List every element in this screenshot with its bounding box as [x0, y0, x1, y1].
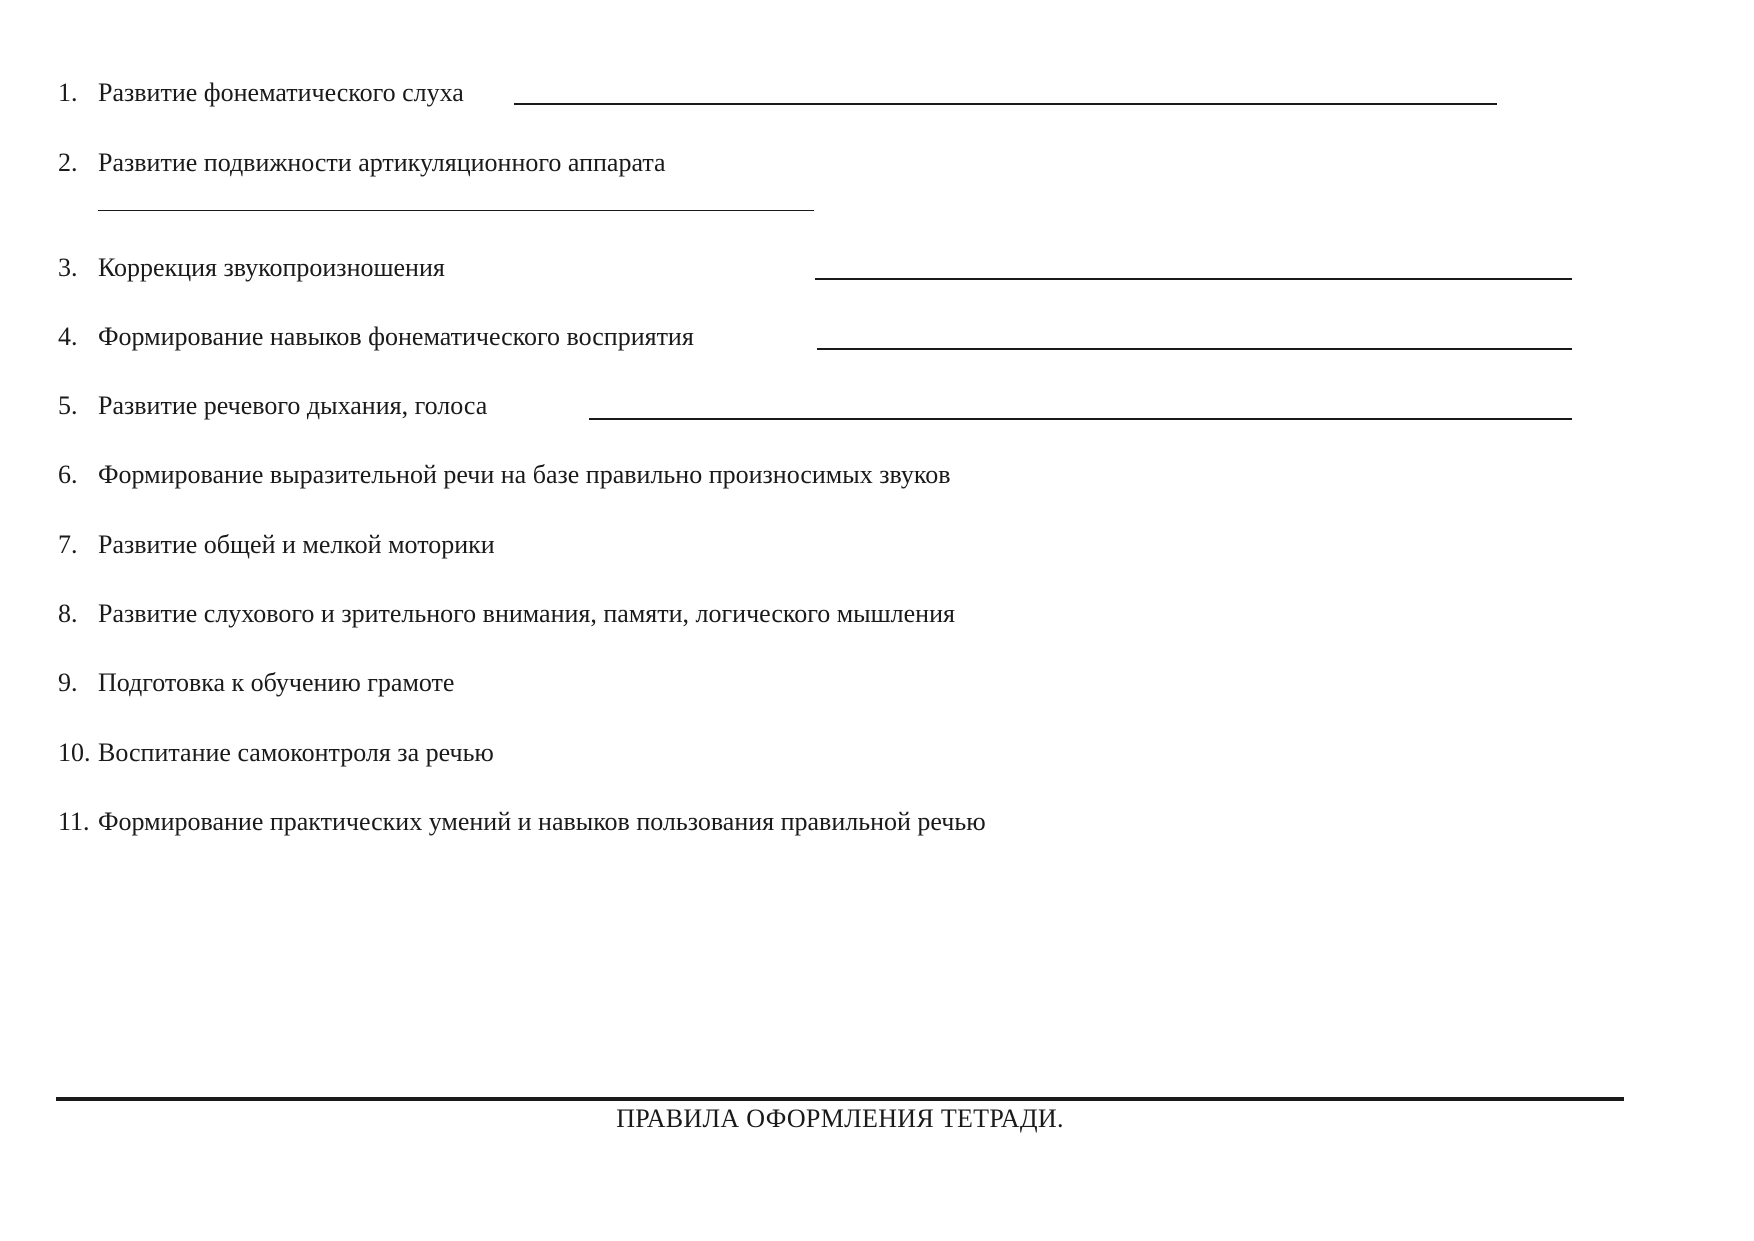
list-item: [58, 78, 464, 108]
blank-line: [98, 210, 814, 211]
list-item: [58, 460, 950, 490]
item-text: Развитие фонематического слуха: [98, 78, 464, 107]
item-number: 9.: [58, 668, 78, 697]
item-text: Развитие слухового и зрительного внимания, памяти, логического мышления: [98, 599, 955, 628]
list-item: [58, 738, 494, 768]
item-number: 4.: [58, 322, 78, 351]
list-item: [58, 530, 495, 560]
section-divider: [56, 1097, 1624, 1101]
item-number: 8.: [58, 599, 78, 628]
list-item: [58, 253, 445, 283]
item-number: 11.: [58, 807, 90, 836]
item-text: Развитие подвижности артикуляционного аппарата: [98, 148, 666, 177]
item-text: Подготовка к обучению грамоте: [98, 668, 455, 697]
item-text: Развитие общей и мелкой моторики: [98, 530, 495, 559]
blank-line: [589, 418, 1572, 420]
item-number: 5.: [58, 391, 78, 420]
item-number: 1.: [58, 78, 78, 107]
item-number: 7.: [58, 530, 78, 559]
list-item: [58, 807, 986, 837]
list-item: [58, 599, 955, 629]
item-text: Формирование выразительной речи на базе правильно произносимых звуков: [98, 460, 951, 489]
item-text: Развитие речевого дыхания, голоса: [98, 391, 488, 420]
item-text: Коррекция звукопроизношения: [98, 253, 445, 282]
item-number: 10.: [58, 738, 91, 767]
list-item: [58, 391, 487, 421]
blank-line: [817, 348, 1572, 350]
item-text: Воспитание самоконтроля за речью: [98, 738, 494, 767]
item-number: 2.: [58, 148, 78, 177]
item-text: Формирование навыков фонематического восприятия: [98, 322, 694, 351]
item-number: 3.: [58, 253, 78, 282]
blank-line: [815, 278, 1572, 280]
list-item: [58, 322, 694, 352]
list-item: [58, 148, 666, 178]
blank-line: [514, 103, 1497, 105]
section-title: ПРАВИЛА ОФОРМЛЕНИЯ ТЕТРАДИ.: [616, 1104, 1064, 1133]
item-number: 6.: [58, 460, 78, 489]
item-text: Формирование практических умений и навыков пользования правильной речью: [98, 807, 986, 836]
list-item: [58, 668, 454, 698]
